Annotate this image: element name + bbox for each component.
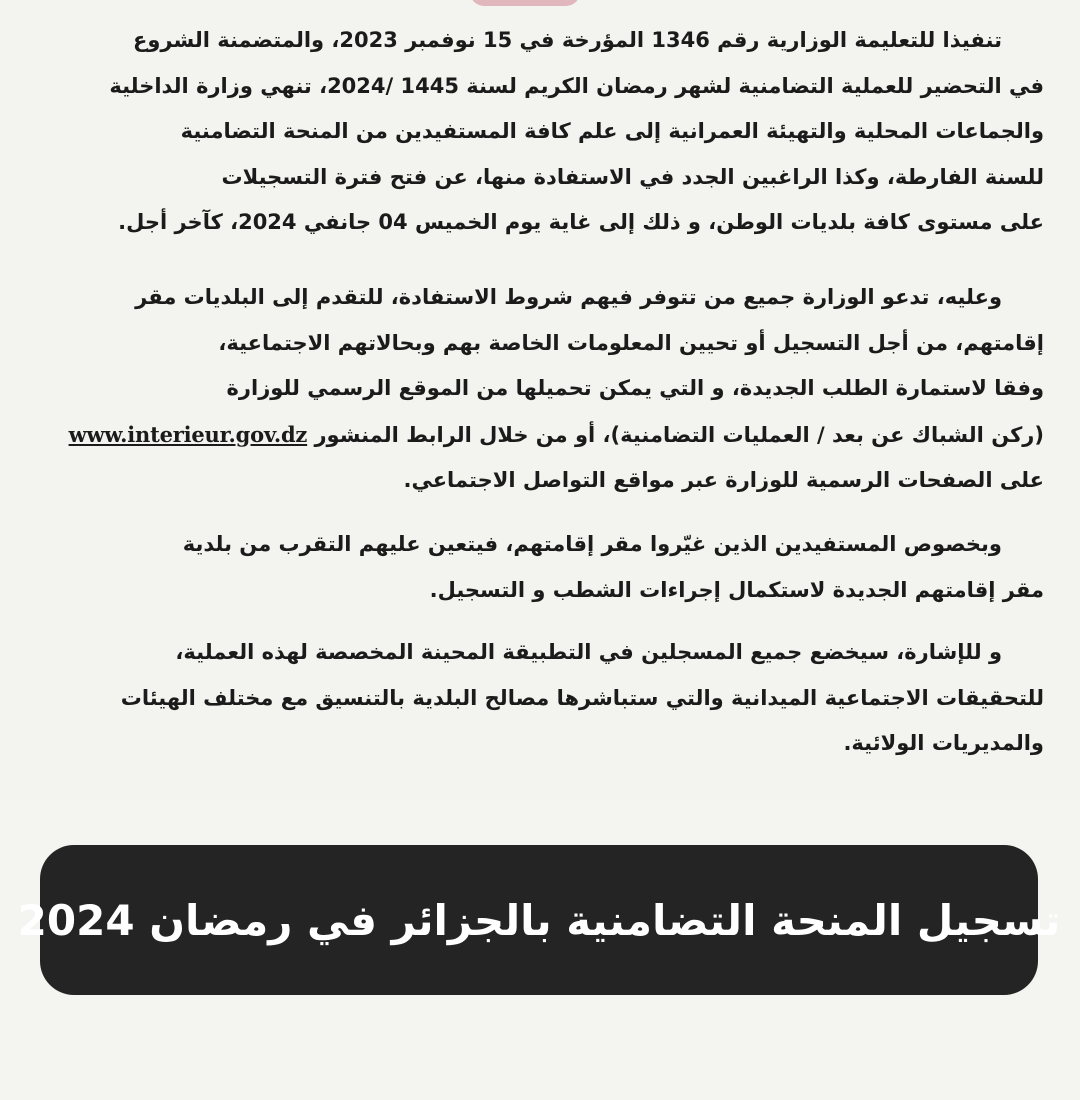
text-line: تنفيذا للتعليمة الوزارية رقم 1346 المؤرخة في 15 نوفمبر 2023، والمتضمنة الشروع — [132, 28, 1002, 52]
text-line: للسنة الفارطة، وكذا الراغبين الجدد في الاستفادة منها، عن فتح فترة التسجيلات — [221, 164, 1044, 189]
paragraph-social-investigations — [16, 630, 1044, 767]
banner-title: تسجيل المنحة التضامنية بالجزائر في رمضان 2024 — [17, 895, 1061, 945]
text-line: على الصفحات الرسمية للوزارة عبر مواقع التواصل الاجتماعي. — [403, 468, 1044, 492]
text-line: والمديريات الولائية. — [843, 731, 1044, 755]
text-line: في التحضير للعملية التضامنية لشهر رمضان الكريم لسنة 1445 /2024، تنهي وزارة الداخلية — [109, 73, 1044, 98]
ministry-website-link[interactable]: www.interieur.gov.dz — [68, 421, 308, 447]
stamp-fragment — [470, 0, 580, 6]
text-line: وبخصوص المستفيدين الذين غيّروا مقر إقامتهم، فيتعين عليهم التقرب من بلدية — [182, 532, 1002, 556]
text-line: مقر إقامتهم الجديدة لاستكمال إجراءات الشطب و التسجيل. — [429, 577, 1044, 602]
text-line-suffix: (ركن الشباك عن بعد / العمليات التضامنية)، أو من خلال الرابط المنشور — [314, 422, 1044, 447]
title-banner — [17, 845, 1061, 995]
text-line: وعليه، تدعو الوزارة جميع من تتوفر فيهم شروط الاستفادة، للتقدم إلى البلديات مقر — [135, 285, 1002, 309]
paragraph-registration-announcement — [16, 18, 1044, 246]
text-line: على مستوى كافة بلديات الوطن، و ذلك إلى غاية يوم الخميس 04 جانفي 2024، كآخر أجل. — [118, 210, 1044, 234]
text-line: إقامتهم، من أجل التسجيل أو تحيين المعلومات الخاصة بهم وبحالاتهم الاجتماعية، — [218, 330, 1044, 355]
text-line: والجماعات المحلية والتهيئة العمرانية إلى علم كافة المستفيدين من المنحة التضامنية — [180, 119, 1044, 143]
text-line-with-link — [16, 412, 1044, 459]
text-line: للتحقيقات الاجتماعية الميدانية والتي ستباشرها مصالح البلدية بالتنسيق مع مختلف الهيئات — [120, 685, 1044, 710]
text-line: وفقا لاستمارة الطلب الجديدة، و التي يمكن تحميلها من الموقع الرسمي للوزارة — [226, 376, 1044, 400]
text-line: و للإشارة، سيخضع جميع المسجلين في التطبيقة المحينة المخصصة لهذه العملية، — [175, 640, 1002, 664]
paragraph-relocated-beneficiaries — [16, 522, 1044, 613]
paragraph-invitation — [16, 275, 1044, 504]
